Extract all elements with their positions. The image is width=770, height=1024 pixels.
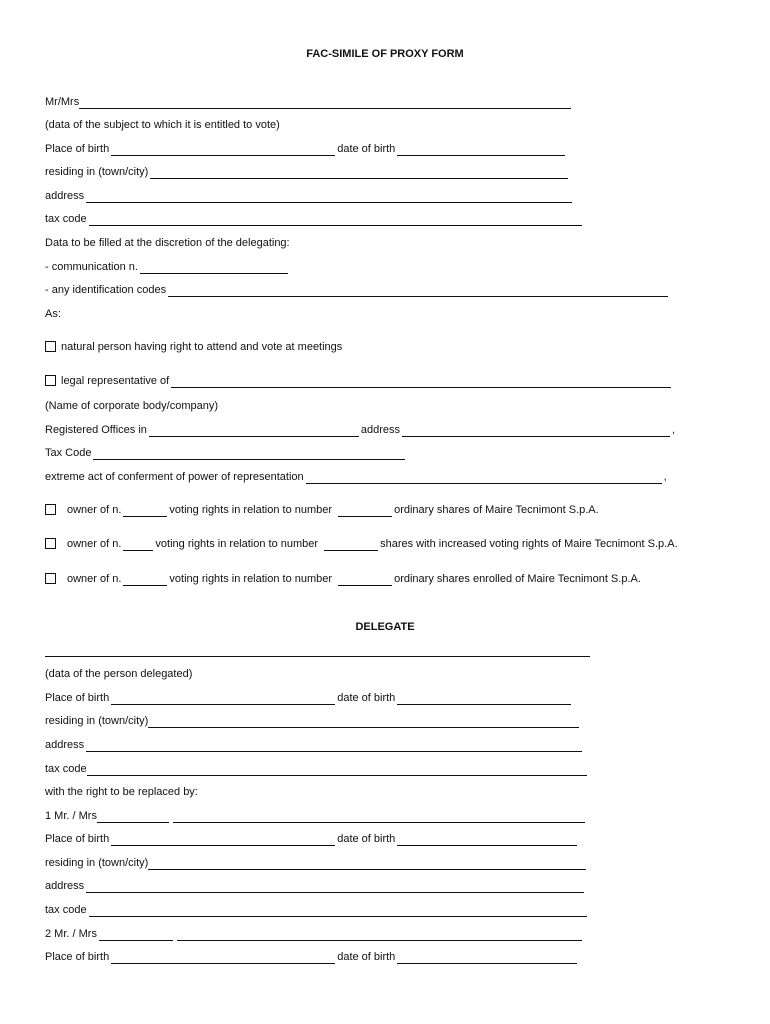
registered-offices-label: Registered Offices in [45, 424, 147, 436]
discretion-note [45, 236, 290, 250]
owner-3-count-field[interactable] [123, 574, 167, 586]
legal-rep-label: legal representative of [61, 375, 170, 387]
substitute-1-tax-field[interactable] [89, 905, 587, 917]
delegate-residing-label: residing in (town/city) [45, 715, 149, 727]
owner-row-3 [45, 572, 641, 586]
owner-3-checkbox[interactable] [45, 573, 56, 584]
owner-2-label-b: voting rights in relation to number [155, 538, 319, 550]
owner-row-1 [45, 503, 599, 517]
substitute-1-place-label: Place of birth [45, 833, 110, 845]
delegate-name-field[interactable] [45, 656, 590, 657]
substitute-2-place-field[interactable] [111, 952, 335, 964]
substitute-1-residing-label: residing in (town/city) [45, 857, 149, 869]
communication-label: - communication n. [45, 261, 138, 273]
communication-row [45, 260, 290, 274]
delegate-address-field[interactable] [86, 740, 582, 752]
substitute-1-residing-field[interactable] [148, 858, 586, 870]
registered-address-label: address [360, 424, 401, 436]
delegate-tax-field[interactable] [87, 764, 587, 776]
substitute-1-tax-label: tax code [45, 904, 87, 916]
substitute-2-date-field[interactable] [397, 952, 577, 964]
delegate-address-row [45, 738, 584, 752]
owner-1-label-c: ordinary shares of Maire Tecnimont S.p.A. [394, 504, 599, 516]
substitute-2-place-label: Place of birth [45, 951, 110, 963]
address-row [45, 189, 574, 203]
substitute-1-birth-row [45, 832, 579, 846]
subject-note [45, 118, 280, 132]
as-label: As: [45, 308, 61, 320]
mr-mrs-label: Mr/Mrs [45, 96, 80, 108]
replace-note-row [45, 785, 198, 799]
conferment-label: extreme act of conferment of power of representation [45, 471, 304, 483]
owner-1-number-field[interactable] [338, 505, 392, 517]
delegate-note-row [45, 667, 192, 681]
substitute-1-residing-row [45, 856, 588, 870]
owner-3-label-a: owner of n. [67, 573, 122, 585]
owner-1-label-b: voting rights in relation to number [169, 504, 333, 516]
delegate-tax-label: tax code [45, 763, 87, 775]
legal-rep-checkbox[interactable] [45, 375, 56, 386]
corp-name-row [45, 399, 218, 413]
birth-row [45, 142, 567, 156]
tax-code-cap-row [45, 446, 407, 460]
conferment-comma: , [663, 471, 667, 483]
place-of-birth-label: Place of birth [45, 143, 110, 155]
substitute-2-name-field[interactable] [177, 929, 582, 941]
substitute-1-place-field[interactable] [111, 834, 335, 846]
owner-3-number-field[interactable] [338, 574, 392, 586]
registered-comma: , [672, 424, 676, 436]
owner-1-count-field[interactable] [123, 505, 167, 517]
substitute-1-name-field[interactable] [173, 811, 585, 823]
registered-offices-field[interactable] [149, 425, 359, 437]
tax-code-cap-label: Tax Code [45, 447, 92, 459]
owner-2-label-a: owner of n. [67, 538, 122, 550]
natural-person-label: natural person having right to attend and vote at meetings [61, 341, 343, 353]
identification-row [45, 283, 670, 297]
as-row [45, 307, 61, 321]
date-of-birth-field[interactable] [397, 144, 565, 156]
substitute-1-row [45, 809, 587, 823]
delegate-title: DELEGATE [355, 621, 415, 633]
mr-mrs-field[interactable] [79, 97, 571, 109]
subject-note-text: (data of the subject to which it is entitled to vote) [45, 119, 280, 131]
owner-2-checkbox[interactable] [45, 538, 56, 549]
substitute-2-birth-row [45, 950, 579, 964]
discretion-note-text: Data to be filled at the discretion of the delegating: [45, 237, 290, 249]
owner-3-label-c: ordinary shares enrolled of Maire Tecnimont S.p.A. [394, 573, 641, 585]
legal-rep-field[interactable] [171, 376, 671, 388]
tax-code-cap-field[interactable] [93, 448, 405, 460]
form-title: FAC-SIMILE OF PROXY FORM [306, 48, 464, 60]
delegate-place-of-birth-label: Place of birth [45, 692, 110, 704]
substitute-1-address-row [45, 879, 586, 893]
tax-code-field[interactable] [89, 214, 582, 226]
delegate-date-of-birth-label: date of birth [337, 692, 396, 704]
residing-row [45, 165, 570, 179]
registered-address-field[interactable] [402, 425, 670, 437]
mr-mrs-row [45, 95, 573, 109]
conferment-field[interactable] [306, 472, 662, 484]
owner-3-label-b: voting rights in relation to number [169, 573, 333, 585]
delegate-place-of-birth-field[interactable] [111, 693, 335, 705]
residing-label: residing in (town/city) [45, 166, 149, 178]
substitute-2-label: 2 Mr. / Mrs [45, 928, 97, 940]
delegate-date-of-birth-field[interactable] [397, 693, 571, 705]
corp-name-text: (Name of corporate body/company) [45, 400, 219, 412]
delegate-address-label: address [45, 739, 85, 751]
address-field[interactable] [86, 191, 572, 203]
substitute-2-date-label: date of birth [337, 951, 396, 963]
owner-1-label-a: owner of n. [67, 504, 122, 516]
substitute-1-date-field[interactable] [397, 834, 577, 846]
natural-person-checkbox[interactable] [45, 341, 56, 352]
tax-code-row [45, 212, 584, 226]
delegate-note-text: (data of the person delegated) [45, 668, 193, 680]
substitute-1-address-label: address [45, 880, 85, 892]
substitute-1-address-field[interactable] [86, 881, 584, 893]
owner-1-checkbox[interactable] [45, 504, 56, 515]
identification-field[interactable] [168, 285, 668, 297]
identification-label: - any identification codes [45, 284, 167, 296]
residing-field[interactable] [150, 167, 568, 179]
tax-code-label: tax code [45, 213, 87, 225]
legal-rep-row [45, 374, 673, 388]
owner-row-2 [45, 537, 678, 551]
substitute-1-first-field[interactable] [97, 811, 169, 823]
address-label: address [45, 190, 85, 202]
substitute-1-tax-row [45, 903, 589, 917]
delegate-residing-row [45, 714, 581, 728]
owner-2-label-c: shares with increased voting rights of Maire Tecnimont S.p.A. [380, 538, 678, 550]
owner-2-number-field[interactable] [324, 539, 378, 551]
substitute-1-label: 1 Mr. / Mrs [45, 810, 97, 822]
registered-row [45, 423, 675, 437]
date-of-birth-label: date of birth [337, 143, 396, 155]
delegate-residing-field[interactable] [148, 716, 579, 728]
place-of-birth-field[interactable] [111, 144, 335, 156]
delegate-tax-row [45, 762, 589, 776]
natural-person-row [45, 340, 342, 354]
owner-2-count-field[interactable] [123, 539, 153, 551]
substitute-2-first-field[interactable] [99, 929, 173, 941]
communication-field[interactable] [140, 262, 288, 274]
substitute-1-date-label: date of birth [337, 833, 396, 845]
replace-note-text: with the right to be replaced by: [45, 786, 198, 798]
delegate-birth-row [45, 691, 573, 705]
conferment-row [45, 470, 667, 484]
substitute-2-row [45, 927, 584, 941]
